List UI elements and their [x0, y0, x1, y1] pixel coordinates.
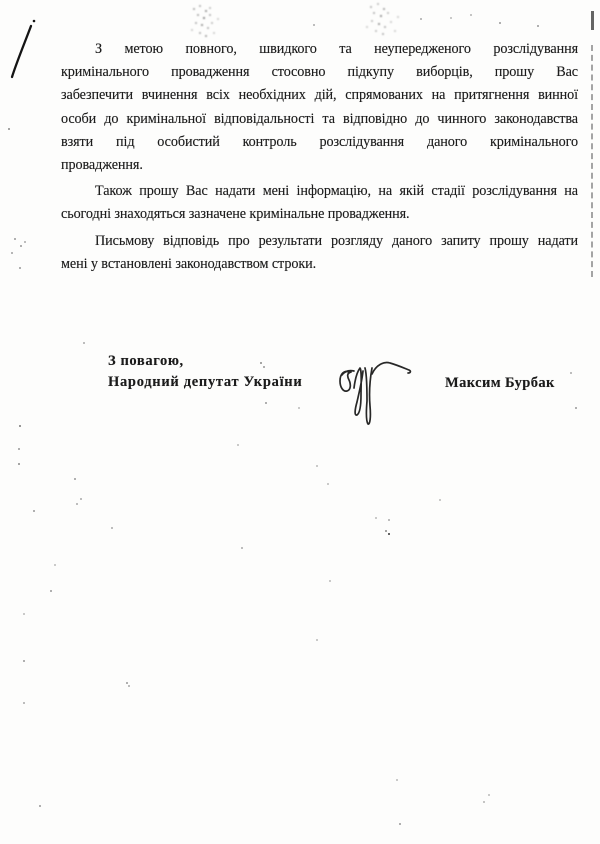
paragraph	[61, 230, 578, 276]
text-line: сьогодні знаходяться зазначене кримінальне провадження.	[61, 206, 410, 223]
text-line: мені у встановлені законодавством строки.	[61, 255, 317, 272]
text-line: провадження.	[61, 157, 143, 174]
paragraph	[61, 180, 578, 226]
scan-edge-tick	[591, 11, 594, 30]
pen-stroke-mark	[4, 14, 44, 86]
letter-body	[61, 38, 578, 276]
text-line: кримінального провадження стосовно підкупу виборців, прошу Вас	[61, 64, 578, 81]
paragraph	[61, 38, 578, 177]
text-line: Письмову відповідь про результати розгляду даного запиту прошу надати	[95, 232, 578, 249]
scan-specks	[0, 0, 2, 2]
signer-title: Народний депутат України	[108, 374, 303, 390]
text-line: Також прошу Вас надати мені інформацію, на якій стадії розслідування на	[95, 183, 578, 200]
scan-dashed-line	[591, 45, 593, 277]
closing-salutation: З повагою,	[108, 353, 184, 369]
text-line: забезпечити вчинення всіх необхідних дій, спрямованих на притягнення винної	[61, 87, 578, 104]
text-line: взяти під особистий контроль розслідування даного кримінального	[61, 133, 578, 150]
signer-name: Максим Бурбак	[445, 375, 555, 391]
text-line: особи до кримінальної відповідальності та відповідно до чинного законодавства	[61, 110, 578, 127]
signature-ink	[335, 355, 415, 430]
text-line: З метою повного, швидкого та неупередженого розслідування	[95, 41, 578, 57]
